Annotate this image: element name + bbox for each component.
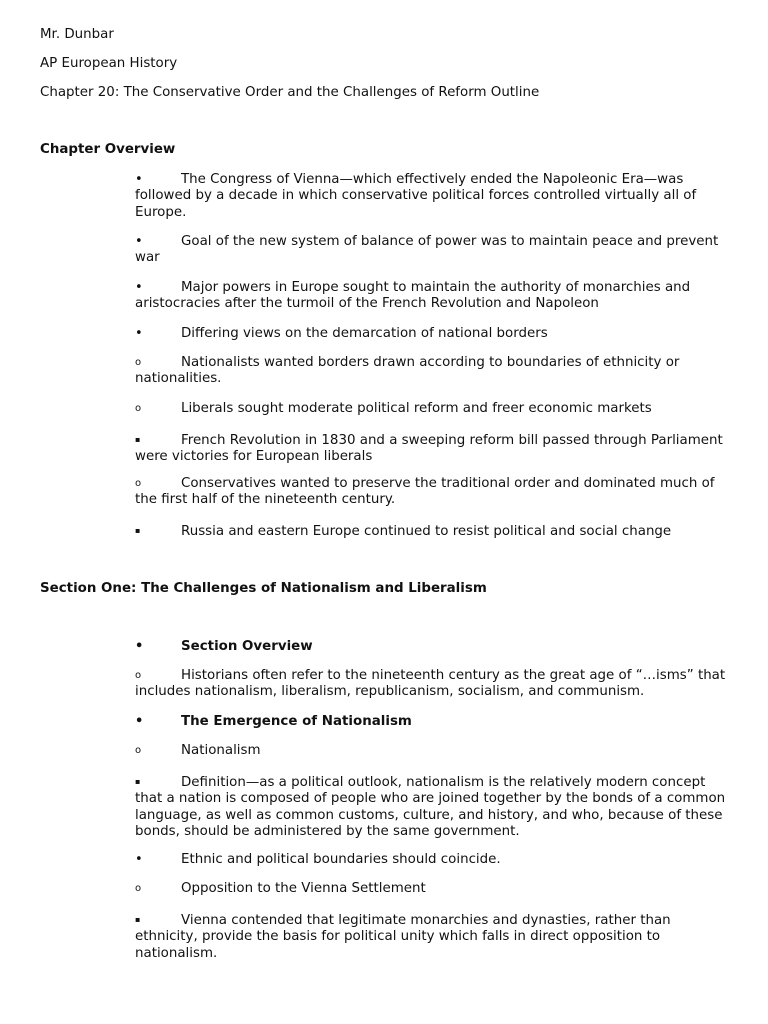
list-item <box>135 476 735 509</box>
list-item <box>135 912 735 962</box>
list-item-text: Goal of the new system of balance of power was to maintain peace and prevent war <box>135 234 719 266</box>
circle-marker: o <box>135 478 142 489</box>
list-item <box>135 639 735 655</box>
square-marker: ▪ <box>135 915 141 924</box>
bullet-marker: • <box>135 326 143 341</box>
list-item <box>135 881 735 897</box>
section-one-heading: Section One: The Challenges of Nationalism and Liberalism <box>40 581 487 596</box>
circle-marker: o <box>135 357 142 368</box>
course-name: AP European History <box>40 56 178 71</box>
list-item-text: Section Overview <box>181 639 313 654</box>
list-item <box>135 774 735 841</box>
list-item <box>135 234 735 267</box>
list-item <box>135 852 735 868</box>
circle-marker: o <box>135 403 142 414</box>
bullet-marker: • <box>135 852 143 867</box>
list-item-text: Historians often refer to the nineteenth century as the great age of “…isms” that includes nationalism, liberalism, republicanism, socialism, and communism. <box>135 668 726 700</box>
list-item <box>135 743 735 759</box>
teacher-name: Mr. Dunbar <box>40 27 114 42</box>
circle-marker: o <box>135 670 142 681</box>
list-item-text: Nationalists wanted borders drawn according to boundaries of ethnicity or nationalities. <box>135 355 680 387</box>
list-item-text: Russia and eastern Europe continued to resist political and social change <box>181 524 672 539</box>
circle-marker: o <box>135 745 142 756</box>
bullet-marker: • <box>135 714 144 729</box>
circle-marker: o <box>135 883 142 894</box>
list-item-text: Opposition to the Vienna Settlement <box>181 881 426 896</box>
list-item-text: Ethnic and political boundaries should coincide. <box>181 852 501 867</box>
list-item-text: Nationalism <box>181 743 261 758</box>
chapter-overview-heading: Chapter Overview <box>40 142 176 157</box>
bullet-marker: • <box>135 234 143 249</box>
list-item <box>135 714 735 730</box>
bullet-marker: • <box>135 280 143 295</box>
list-item-text: Liberals sought moderate political reform and freer economic markets <box>181 401 652 416</box>
list-item <box>135 668 735 701</box>
list-item-text: French Revolution in 1830 and a sweeping reform bill passed through Parliament were victories for European liberals <box>135 433 723 465</box>
list-item-text: Major powers in Europe sought to maintain the authority of monarchies and aristocracies after the turmoil of the French Revolution and Napoleon <box>135 280 691 312</box>
square-marker: ▪ <box>135 777 141 786</box>
bullet-marker: • <box>135 172 143 187</box>
list-item <box>135 401 735 417</box>
list-item <box>135 523 735 540</box>
square-marker: ▪ <box>135 526 141 535</box>
list-item-text: Differing views on the demarcation of national borders <box>181 326 548 341</box>
square-marker: ▪ <box>135 435 141 444</box>
chapter-title: Chapter 20: The Conservative Order and the Challenges of Reform Outline <box>40 85 540 100</box>
list-item-text: Definition—as a political outlook, nationalism is the relatively modern concept that a nation is composed of people who are joined together by the bonds of a common language, as well as common customs, culture, and history, and who, because of these bonds, should be administered by the same government. <box>135 775 726 840</box>
list-item-text: The Congress of Vienna—which effectively ended the Napoleonic Era—was followed by a decade in which conservative political forces controlled virtually all of Europe. <box>135 172 697 220</box>
list-item <box>135 172 735 221</box>
list-item-text: Vienna contended that legitimate monarchies and dynasties, rather than ethnicity, provide the basis for political unity which falls in direct opposition to nationalism. <box>135 913 671 961</box>
list-item <box>135 326 735 342</box>
list-item <box>135 280 735 313</box>
list-item-text: Conservatives wanted to preserve the traditional order and dominated much of the first half of the nineteenth century. <box>135 476 715 508</box>
list-item-text: The Emergence of Nationalism <box>181 714 412 729</box>
list-item <box>135 432 735 466</box>
list-item <box>135 355 735 388</box>
bullet-marker: • <box>135 639 144 654</box>
